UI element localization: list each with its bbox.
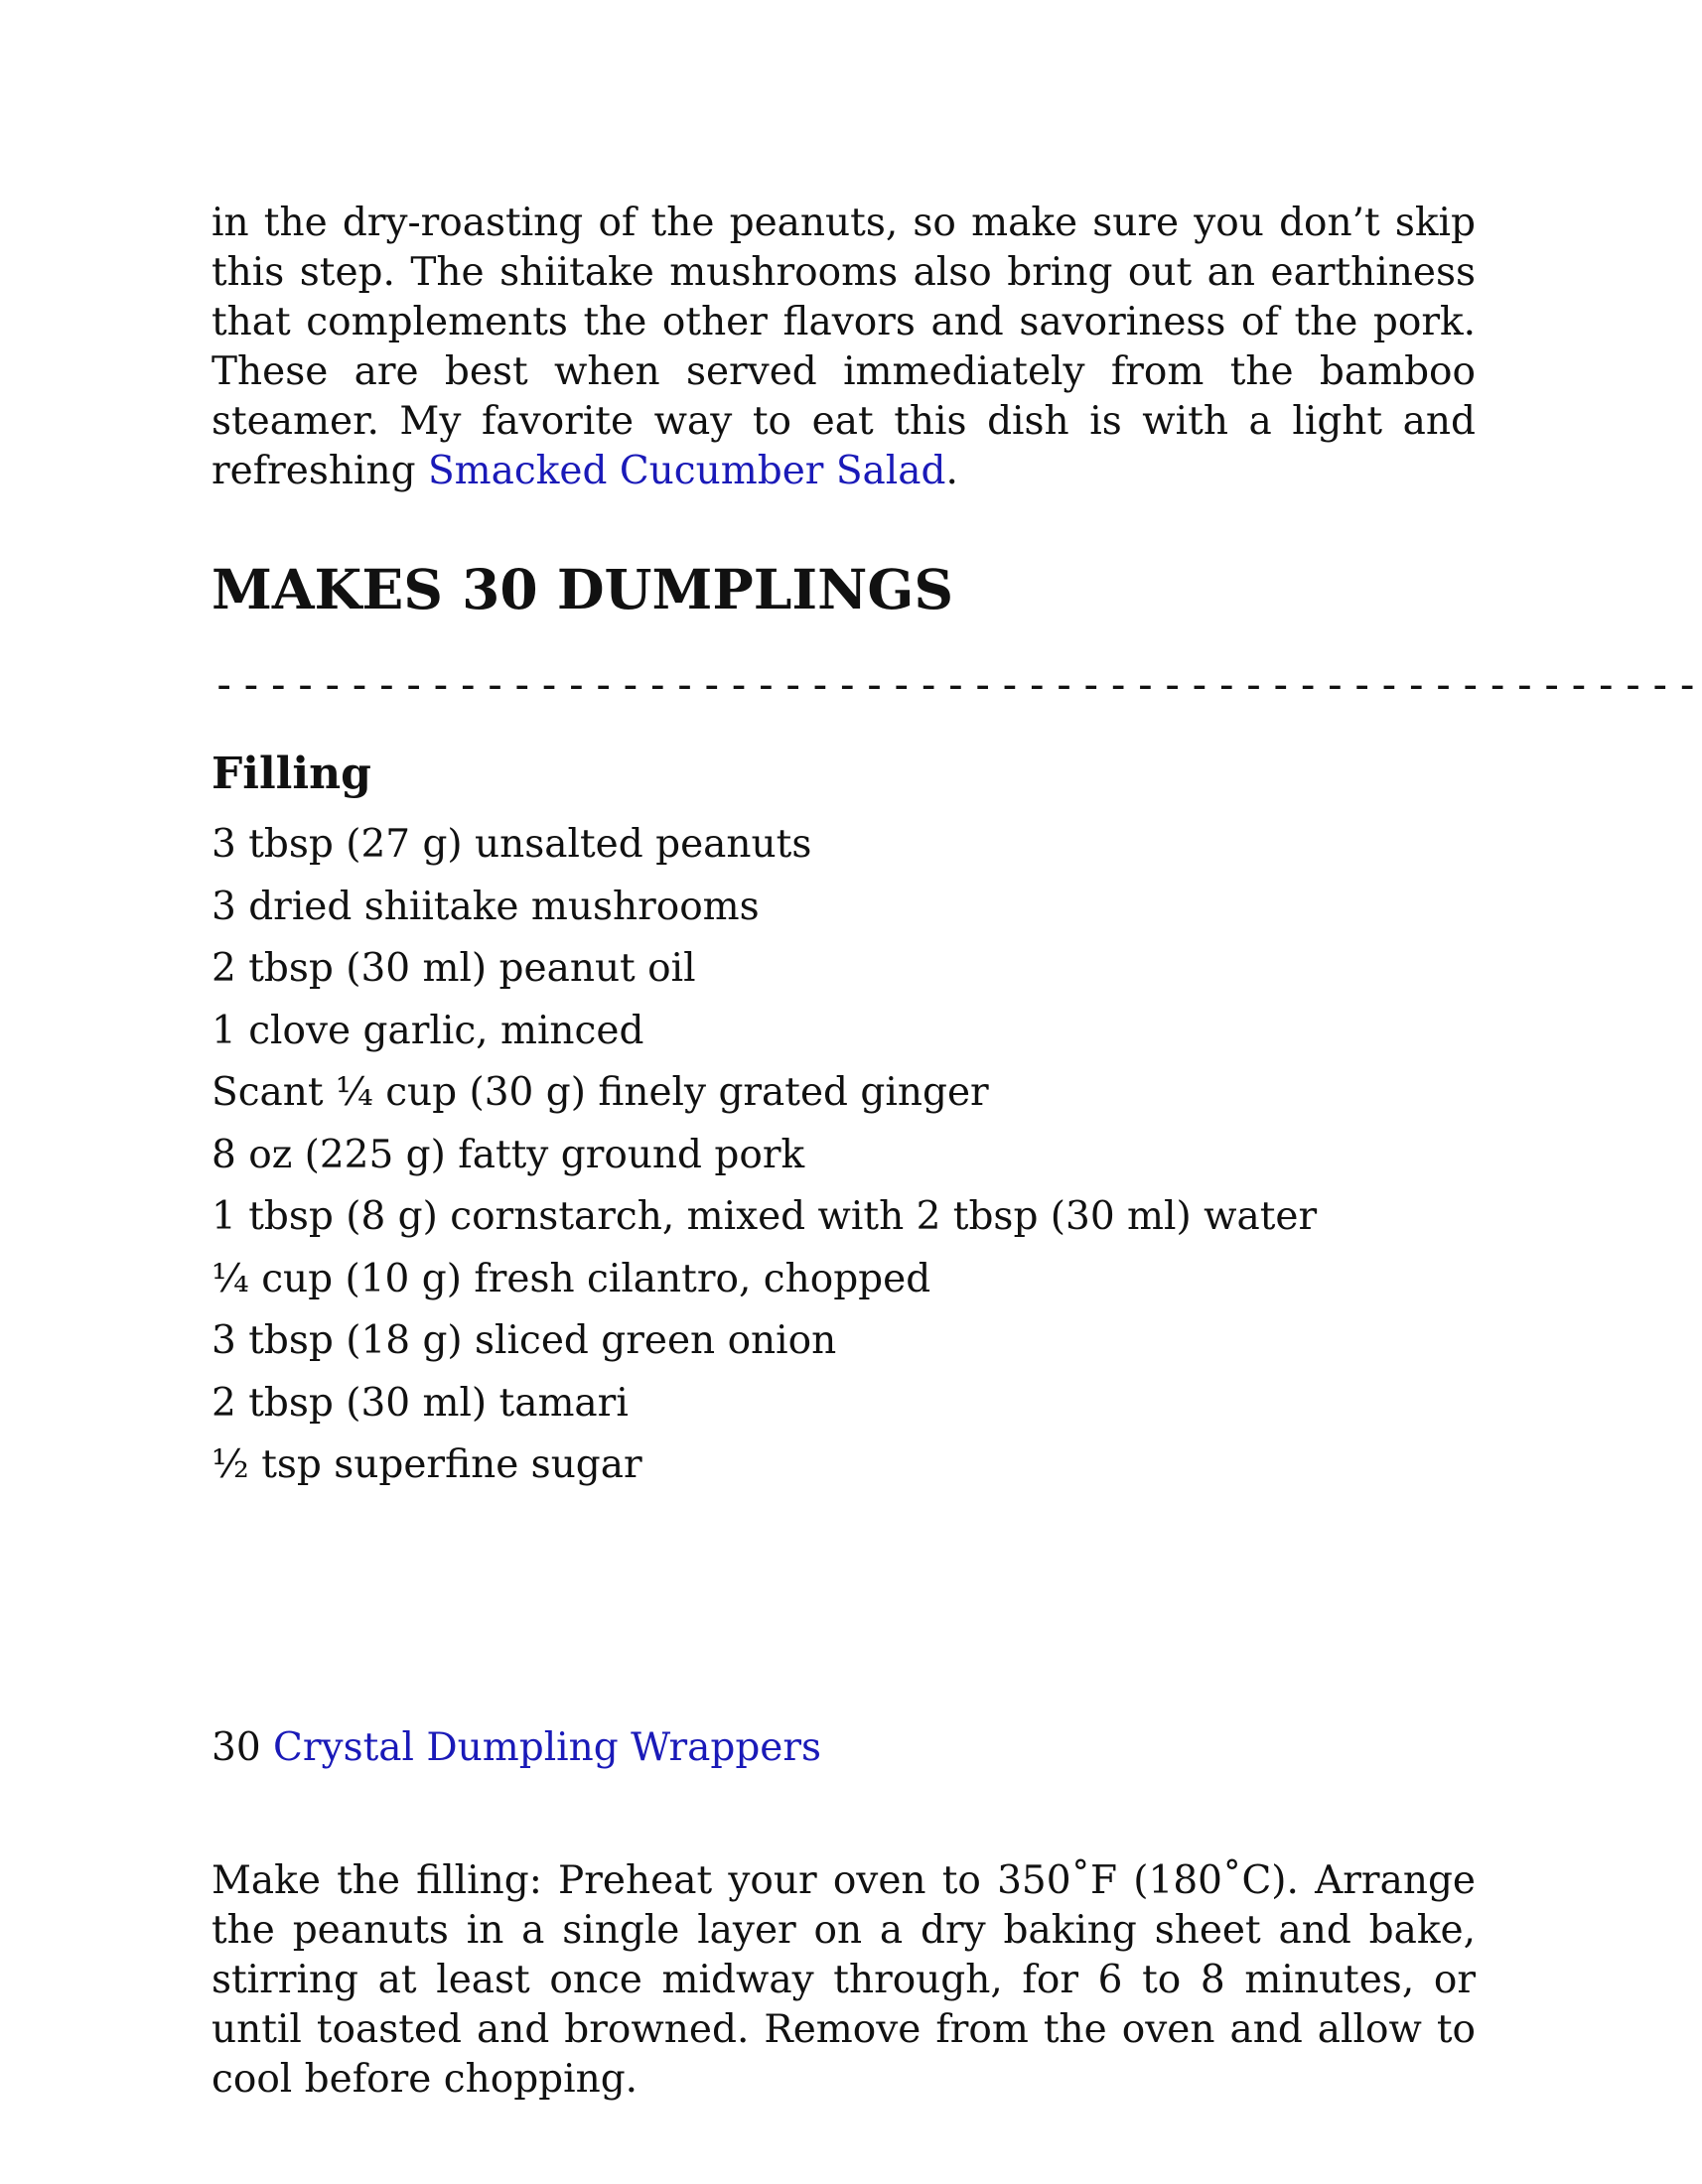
ingredient-item: Scant ¼ cup (30 g) finely grated ginger — [212, 1070, 989, 1115]
ingredient-list — [212, 814, 1317, 1497]
ingredient-item: 1 tbsp (8 g) cornstarch, mixed with 2 tbsp (30 ml) water — [212, 1194, 1318, 1239]
method-paragraph: Make the filling: Preheat your oven to 350˚F (180˚C). Arrange the peanuts in a single layer on a dry baking sheet and bake, stirring at least once midway through, for 6 to 8 minutes, or until toasted and browned. Remove from the oven and allow to cool before chopping. — [212, 1858, 1476, 2102]
crystal-dumpling-wrappers-link[interactable]: Crystal Dumpling Wrappers — [273, 1725, 822, 1770]
ingredient-item: ½ tsp superfine sugar — [212, 1442, 642, 1487]
intro-text: in the dry-roasting of the peanuts, so make sure you don’t skip this step. The shiitake mushrooms also bring out an earthiness that complements the other flavors and savoriness of the pork. These are best when served immediately from the bamboo steamer. My favorite way to eat this dish is with a light and refreshing — [212, 201, 1476, 493]
section-divider: ------------------------------------------------------- — [212, 660, 1702, 709]
intro-end-punctuation: . — [945, 449, 958, 493]
wrappers-quantity: 30 — [212, 1725, 261, 1770]
recipe-page — [212, 199, 1702, 2102]
ingredient-item: 2 tbsp (30 ml) tamari — [212, 1380, 629, 1426]
wrappers-line — [212, 1720, 821, 1776]
ingredient-item: 3 tbsp (18 g) sliced green onion — [212, 1318, 837, 1363]
ingredient-item: 2 tbsp (30 ml) peanut oil — [212, 946, 696, 991]
smacked-cucumber-salad-link[interactable]: Smacked Cucumber Salad — [427, 449, 946, 493]
ingredient-item: ¼ cup (10 g) fresh cilantro, chopped — [212, 1256, 931, 1301]
ingredient-item: 1 clove garlic, minced — [212, 1008, 644, 1053]
ingredient-item: 3 tbsp (27 g) unsalted peanuts — [212, 822, 812, 867]
ingredient-item: 8 oz (225 g) fatty ground pork — [212, 1132, 805, 1177]
ingredient-item: 3 dried shiitake mushrooms — [212, 884, 760, 929]
recipe-yield-heading: MAKES 30 DUMPLINGS — [212, 557, 954, 621]
filling-heading: Filling — [212, 749, 371, 799]
intro-paragraph — [212, 199, 1476, 496]
